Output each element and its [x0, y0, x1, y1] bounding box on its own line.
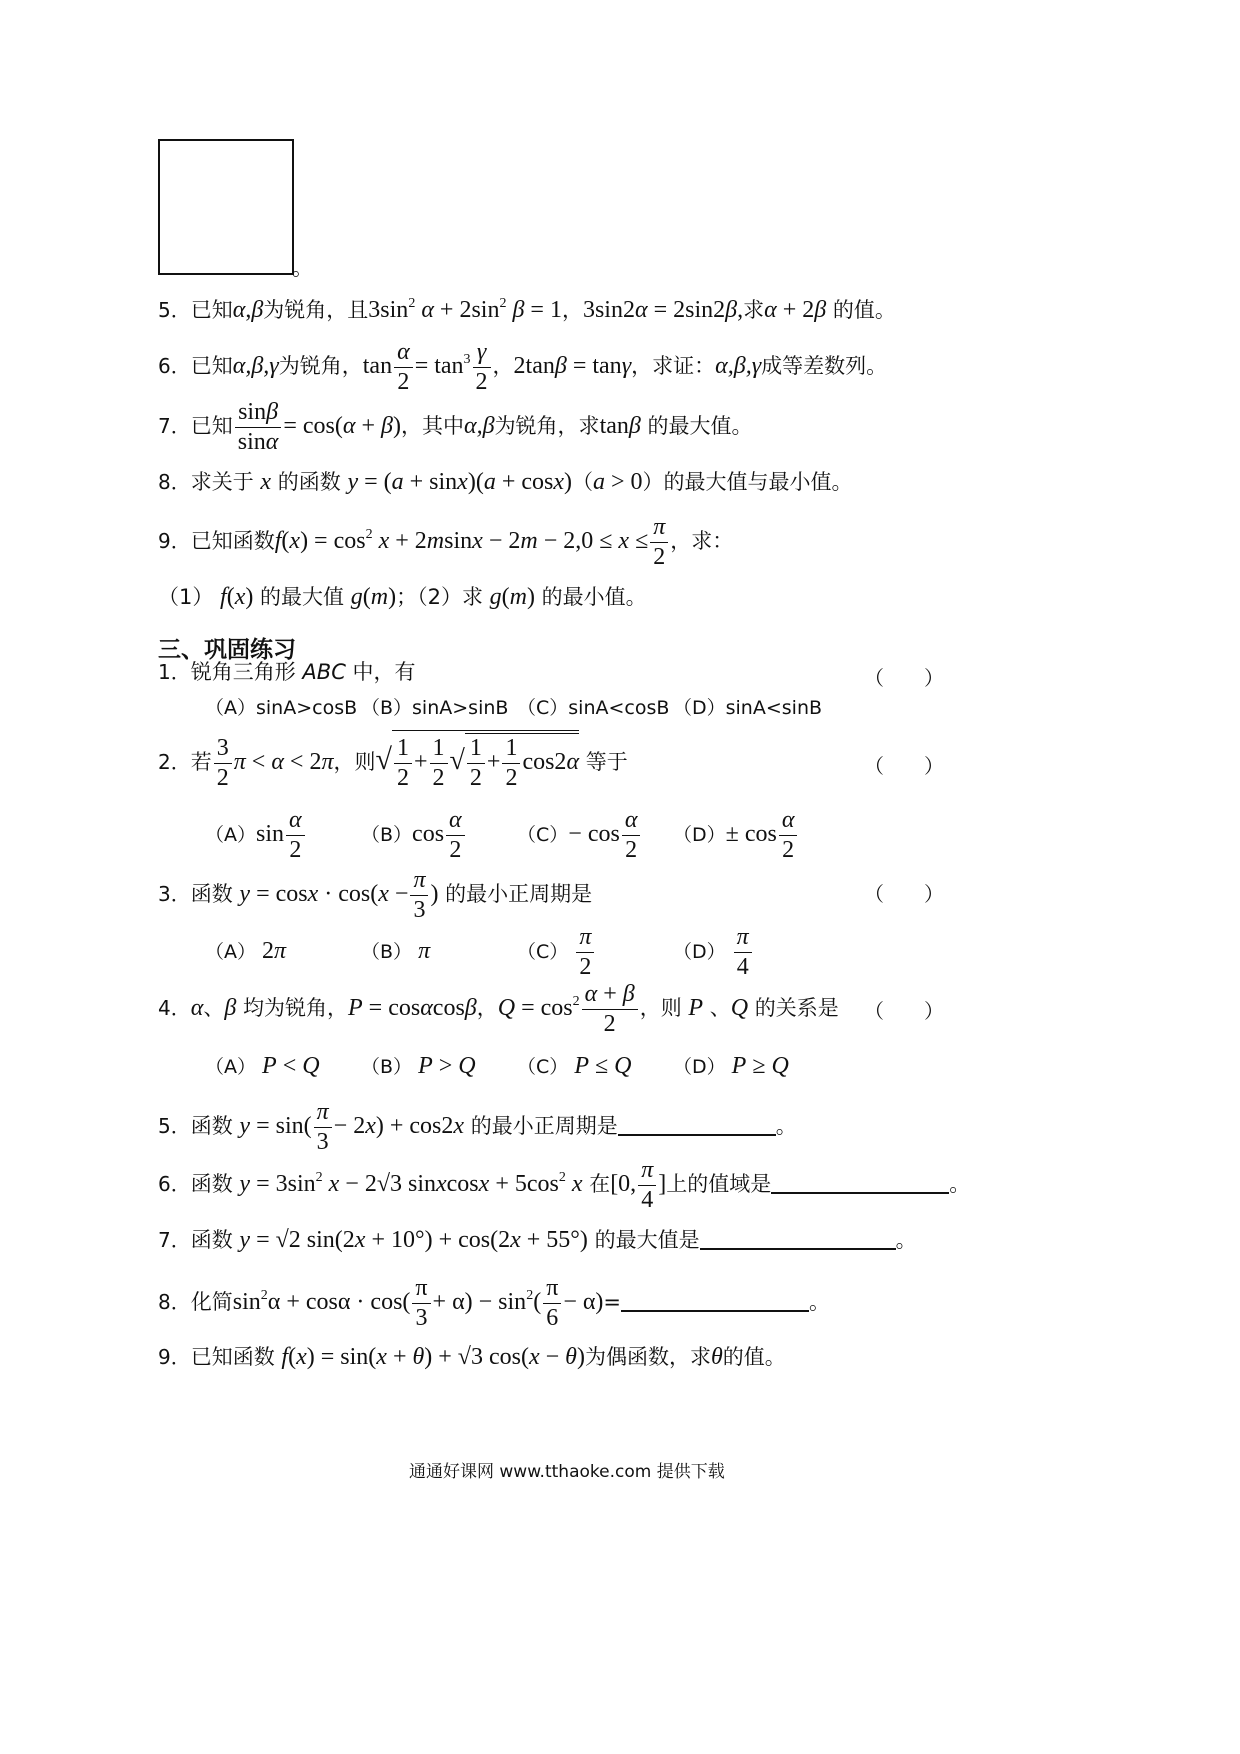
question-number: 9． [158, 1345, 191, 1369]
problem-number: 6． [158, 354, 191, 379]
answer-paren: （ ） [864, 666, 944, 690]
problem-5: 5．已知α,β为锐角，且$3\sin^2$ $\alpha + 2\sin^2$ β = 1，3sin2α = 2sin2β,求α + 2β 的值。 [158, 296, 896, 323]
option-c: （C） P ≤ Q [517, 1053, 632, 1079]
question-number: 5． [158, 1114, 191, 1139]
problem-number: 7． [158, 414, 191, 439]
mc-3-options [205, 925, 754, 980]
option-a: （A） 2π [205, 938, 287, 965]
fill-question-8: 8．化简$\sin^2\alpha + \cos\alpha \cdot \cos$( $\frac{\pi}{3}$ + $\alpha) - \sin^2$( $\frac{\pi}{6}$ − α)= 。 [158, 1275, 831, 1332]
period-mark: 。 [809, 1290, 831, 1315]
answer-blank[interactable] [618, 1114, 776, 1136]
fill-question-6: 6．函数 $y = 3\sin^2$ x − 2√3 sinxcosx + $5\cos^2$ x 在[0, $\frac{\pi}{4}$ ]上的值域是 。 [158, 1157, 971, 1214]
mc-question-4: 4．α、β 均为锐角，P = cosαcosβ，$Q = \cos^2$ $\frac{\alpha + \beta}{2}$ ，则 P 、Q 的关系是 [158, 981, 839, 1038]
period-mark: 。 [775, 1114, 797, 1139]
option-b: （B） π [361, 938, 431, 965]
question-number: 1． [158, 660, 191, 684]
problem-9-parts: （1） f(x) 的最大值 g(m)；（2）求 g(m) 的最小值。 [158, 584, 647, 610]
question-number: 7． [158, 1228, 191, 1252]
option-d: （D） P ≥ Q [673, 1053, 789, 1079]
option-b: （B）sinA>sinB [361, 697, 509, 719]
problem-8: 8．求关于 x 的函数 y = (a + sinx)(a + cosx)（a > 0）的最大值与最小值。 [158, 469, 853, 495]
fill-question-7: 7．函数 y = √2 sin(2x + 10°) + cos(2x + 55°) 的最大值是 。 [158, 1227, 917, 1253]
mc-question-3: 3．函数 y = cosx · cos(x − $\frac{\pi}{3}$ ) 的最小正周期是 [158, 867, 593, 924]
section-heading: 三、巩固练习 [158, 637, 296, 663]
question-number: 3． [158, 882, 191, 907]
answer-blank[interactable] [700, 1228, 896, 1250]
period-mark: 。 [949, 1172, 971, 1197]
problem-number: 8． [158, 470, 191, 494]
option-c: （C）sinA<cosB [517, 697, 670, 719]
question-number: 2． [158, 750, 191, 775]
fill-question-5: 5．函数 y = sin( $\frac{\pi}{3}$ − 2x) + cos2x 的最小正周期是 。 [158, 1099, 797, 1156]
period-mark: 。 [895, 1228, 917, 1252]
mc-question-1: 1．锐角三角形 ABC 中，有 [158, 660, 416, 684]
question-number: 4． [158, 996, 191, 1021]
option-a: （A）sin $\frac{\alpha}{2}$ [205, 808, 361, 863]
problem-number: 9． [158, 529, 191, 554]
box-period-mark: 。 [292, 256, 313, 280]
option-a: （A）sinA>cosB [205, 697, 358, 719]
answer-paren: （ ） [864, 882, 944, 906]
fill-question-9: 9．已知函数 f(x) = sin(x + θ) + √3 cos(x − θ)为偶函数，求θ的值。 [158, 1344, 786, 1370]
mc-question-2: 2．若 $\frac{3}{2}$ π < α < 2π，则√ $\frac{1}{2}$ + $\frac{1}{2}$ √ $\frac{1}{2}$ + $\frac{1}{2}$ cos2α 等于 [158, 730, 628, 791]
mc-4-options [205, 1052, 789, 1080]
mc-1-options [205, 693, 822, 720]
option-c: （C） $\frac{\pi}{2}$ [517, 925, 673, 980]
image-placeholder-box [158, 139, 294, 275]
option-c: （C）− cos $\frac{\alpha}{2}$ [517, 808, 673, 863]
footer-source: 通通好课网 www.tthaoke.com 提供下载 [409, 1462, 725, 1482]
problem-7: 7．已知 $\frac{\sin\beta}{\sin\alpha}$ = cos(α + β)，其中α,β为锐角，求tanβ 的最大值。 [158, 399, 753, 456]
question-number: 6． [158, 1172, 191, 1197]
answer-blank[interactable] [621, 1290, 809, 1312]
option-d: （D） $\frac{\pi}{4}$ [673, 925, 754, 980]
problem-9: 9．已知函数$f(x) = \cos^2 x + 2msinx - 2m - 2,0 \le x$ ≤ $\frac{\pi}{2}$ ，求： [158, 514, 734, 571]
problem-6: 6．已知α,β,γ为锐角，tan $\frac{\alpha}{2}$ = $\tan^3$ $\frac{\gamma}{2}$ ，2tanβ = tanγ，求证：α,β,γ成等差数列。 [158, 339, 888, 396]
answer-paren: （ ） [864, 999, 944, 1023]
answer-blank[interactable] [771, 1172, 949, 1194]
option-a: （A） P < Q [205, 1053, 320, 1079]
problem-number: 5． [158, 298, 191, 322]
answer-paren: （ ） [864, 754, 944, 778]
option-b: （B） P > Q [361, 1053, 476, 1079]
question-number: 8． [158, 1290, 191, 1315]
option-b: （B）cos $\frac{\alpha}{2}$ [361, 808, 517, 863]
option-d: （D）sinA<sinB [673, 697, 823, 719]
option-d: （D）± cos $\frac{\alpha}{2}$ [673, 808, 799, 863]
mc-2-options [205, 808, 799, 863]
